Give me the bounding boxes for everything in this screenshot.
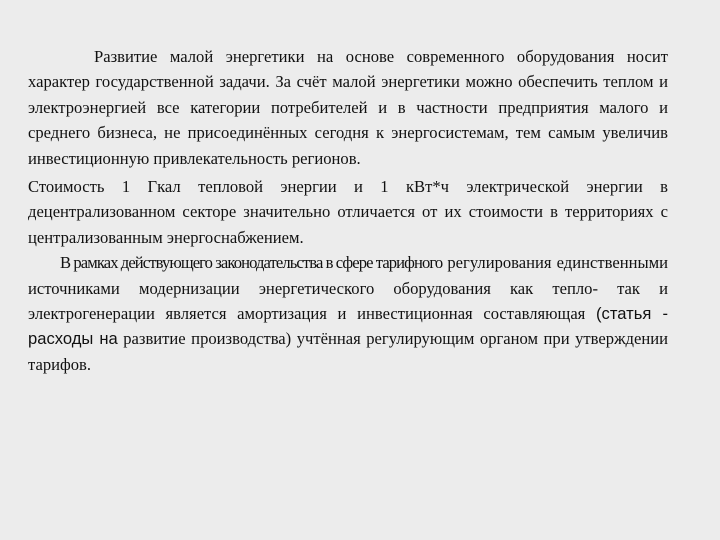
tariff-first-line: В рамках действующего законодательства в сфере тарифного <box>60 253 443 273</box>
text-block <box>28 44 668 377</box>
tariff-body-a: регулирования единственными источниками модернизации энергетического оборудования как тепло- так и электрогенерации является амортизация и инвестиционная составляющая <box>28 253 668 324</box>
paragraph-energy-cost: Стоимость 1 Гкал тепловой энергии и 1 кВт*ч электрической энергии в децентрализованном секторе значительно отличается от их стоимости в территориях с централизованным энергоснабжением. <box>28 177 668 247</box>
tariff-body-c: развитие производства) учтённая регулирующим органом при утверждении тарифов. <box>28 329 668 374</box>
paragraph-small-energy-development: Развитие малой энергетики на основе современного оборудования носит характер государственной задачи. За счёт малой энергетики можно обеспечить теплом и электроэнергией все категории потребителей и в частности предприятия малого и среднего бизнеса, не присоединённых сегодня к энергосистемам, тем самым увеличив инвестиционную привлекательность регионов. <box>28 47 668 168</box>
paragraph-tariff-regulation <box>28 250 668 377</box>
tariff-body-b: (статья - расходы на <box>28 304 668 349</box>
